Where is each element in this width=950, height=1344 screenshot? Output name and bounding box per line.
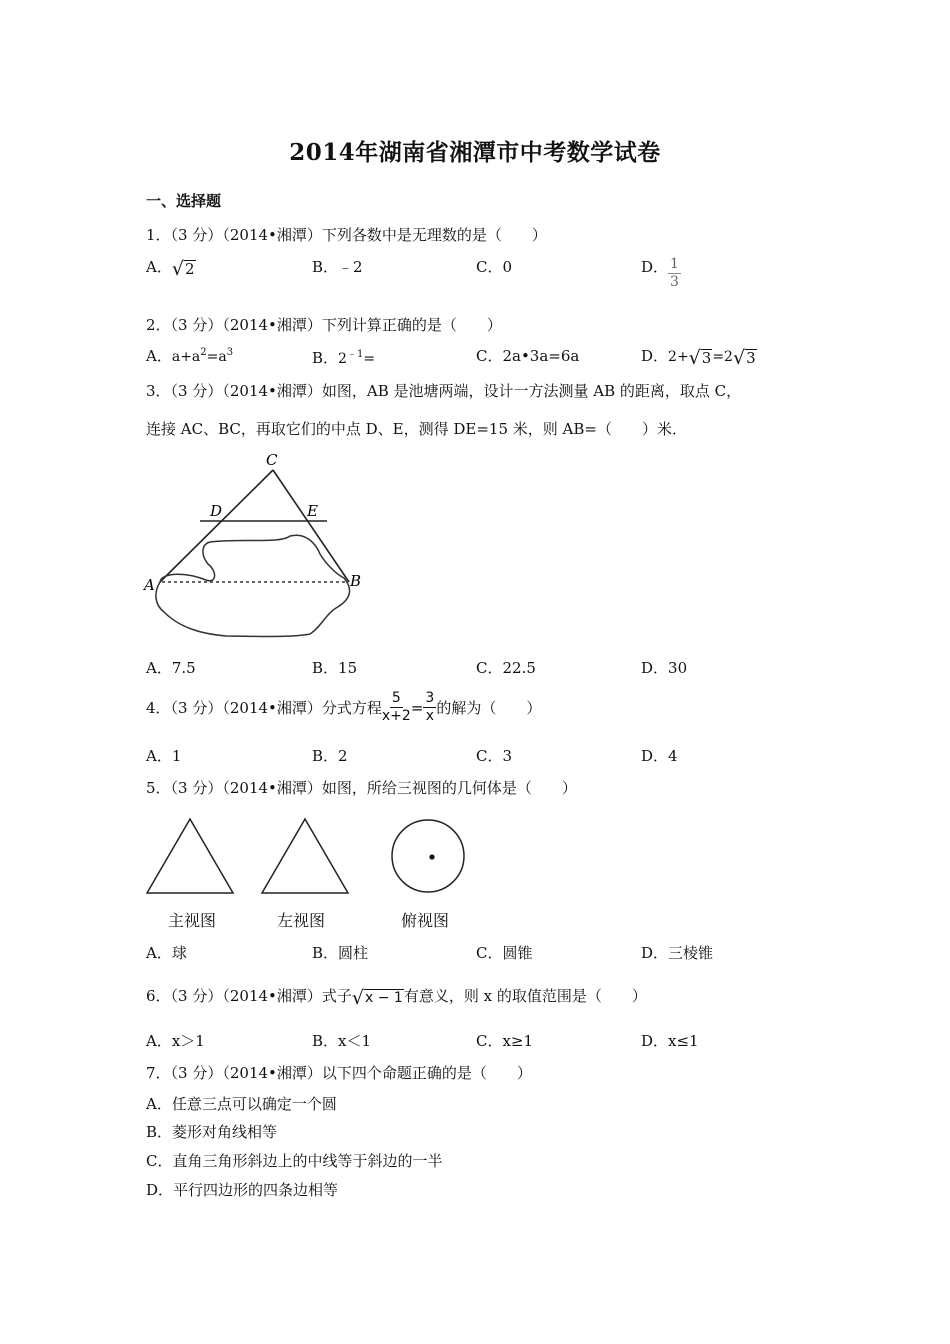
q4-stem	[146, 690, 541, 725]
q1-option-d-fraction	[668, 256, 681, 291]
label-b: B	[350, 572, 362, 590]
q4-option-d: D．4	[641, 747, 678, 765]
q1-option-d-numerator: 1	[670, 256, 679, 272]
label-a: A	[144, 576, 155, 594]
q6-stem-pre: 6．（3 分）（2014•湘潭）式子	[146, 987, 352, 1005]
q6-stem	[146, 985, 647, 1007]
side-view-triangle	[262, 819, 348, 893]
top-view-center-dot	[429, 854, 434, 859]
q1-option-a-radicand: 2	[184, 260, 195, 278]
q7-option-a: A．任意三点可以确定一个圆	[146, 1095, 337, 1113]
q4-stem-post: 的解为（ ）	[436, 699, 542, 717]
q2-option-a-eq: =a	[206, 349, 227, 365]
q2-option-d-pre: 2+	[668, 349, 689, 365]
q4-option-c: C．3	[476, 747, 513, 765]
q1-option-d	[641, 256, 681, 291]
q6-option-d: D．x≤1	[641, 1032, 699, 1050]
front-view-caption: 主视图	[168, 911, 217, 930]
q5-option-d: D．三棱锥	[641, 944, 714, 962]
line-ac	[160, 470, 273, 582]
q3-stem-line1: 3．（3 分）（2014•湘潭）如图，AB 是池塘两端，设计一方法测量 AB 的距离，取点 C，	[146, 382, 742, 400]
q2-option-b-letter: B．	[312, 349, 339, 367]
q5-stem: 5．（3 分）（2014•湘潭）如图，所给三视图的几何体是（ ）	[146, 779, 577, 797]
q6-sqrt: √ x − 1	[351, 987, 403, 1009]
q1-stem: 1．（3 分）（2014•湘潭）下列各数中是无理数的是（ ）	[146, 226, 547, 244]
q4-equals: =	[410, 698, 424, 717]
q2-option-a-exp2: 3	[226, 347, 234, 358]
q5-option-a: A．球	[146, 944, 187, 962]
q1-option-b: B．﹣2	[312, 258, 363, 276]
line-bc	[273, 470, 349, 582]
q2-option-a-letter: A．	[146, 347, 172, 365]
q6-option-c: C．x≥1	[476, 1032, 534, 1050]
q3-option-d: D．30	[641, 659, 688, 677]
side-view-caption: 左视图	[277, 911, 326, 930]
q2-option-d-letter: D．	[641, 347, 669, 365]
q4-option-a: A．1	[146, 747, 182, 765]
q1-option-c: C．0	[476, 258, 513, 276]
q1-option-a	[146, 256, 196, 278]
label-d: D	[210, 502, 223, 520]
q6-option-a: A．x＞1	[146, 1032, 205, 1050]
q3-option-b: B．15	[312, 659, 358, 677]
q2-option-a	[146, 345, 233, 366]
q5-option-c: C．圆锥	[476, 944, 533, 962]
q3-stem-line2: 连接 AC、BC，再取它们的中点 D、E，测得 DE=15 米，则 AB=（ ）米．	[146, 420, 687, 438]
top-view-circle	[392, 820, 464, 892]
q2-option-b-eq: =	[363, 351, 376, 367]
q2-option-a-base: a+a	[171, 349, 201, 365]
q3-option-c: C．22.5	[476, 659, 536, 677]
top-view-caption: 俯视图	[401, 911, 450, 930]
q4-fraction-1	[382, 690, 411, 725]
q4-fraction-1-numerator: 5	[391, 690, 401, 706]
three-views-figure	[140, 812, 480, 902]
q2-option-d-sqrt1: √ 3	[688, 347, 712, 369]
q2-stem: 2．（3 分）（2014•湘潭）下列计算正确的是（ ）	[146, 316, 502, 334]
q7-option-d: D．平行四边形的四条边相等	[146, 1181, 339, 1199]
q7-option-c: C．直角三角形斜边上的中线等于斜边的一半	[146, 1152, 443, 1170]
q2-option-d-radicand1: 3	[701, 349, 712, 367]
q4-fraction-2-denominator: x	[425, 708, 435, 724]
q7-option-b: B．菱形对角线相等	[146, 1123, 278, 1141]
q7-stem: 7．（3 分）（2014•湘潭）以下四个命题正确的是（ ）	[146, 1064, 532, 1082]
q2-option-c: C．2a•3a=6a	[476, 347, 580, 365]
pond-triangle-figure	[140, 448, 370, 648]
q4-option-b: B．2	[312, 747, 348, 765]
label-e: E	[307, 502, 318, 520]
q2-option-d-mid: =2	[712, 349, 733, 365]
label-c: C	[266, 451, 278, 469]
q1-option-d-letter: D．	[641, 258, 669, 276]
q1-option-a-letter: A．	[146, 258, 172, 276]
q4-stem-pre: 4．（3 分）（2014•湘潭）分式方程	[146, 699, 382, 717]
q2-option-d-sqrt2: √ 3	[732, 347, 756, 369]
exam-title: 2014年湖南省湘潭市中考数学试卷	[289, 139, 661, 166]
q4-fraction-2	[423, 690, 436, 725]
q3-option-a: A．7.5	[146, 659, 196, 677]
section-heading: 一、选择题	[146, 192, 222, 210]
q2-option-d	[641, 345, 757, 367]
front-view-triangle	[147, 819, 233, 893]
q6-option-b: B．x＜1	[312, 1032, 372, 1050]
q2-option-b-exp: ﹣1	[346, 349, 364, 360]
q5-option-b: B．圆柱	[312, 944, 369, 962]
q4-fraction-1-denominator: x+2	[381, 708, 411, 724]
q6-radicand: x − 1	[365, 990, 403, 1006]
q2-option-d-radicand2: 3	[746, 349, 756, 367]
q2-option-a-exp1: 2	[200, 347, 207, 358]
q2-option-b-base: 2	[338, 351, 347, 367]
q4-fraction-2-numerator: 3	[425, 690, 435, 706]
q1-option-d-denominator: 3	[670, 274, 679, 290]
q2-option-b	[312, 345, 375, 368]
q6-stem-post: 有意义，则 x 的取值范围是（ ）	[403, 987, 647, 1005]
pond-outline	[156, 535, 350, 636]
q1-option-a-sqrt: √ 2	[171, 258, 195, 280]
